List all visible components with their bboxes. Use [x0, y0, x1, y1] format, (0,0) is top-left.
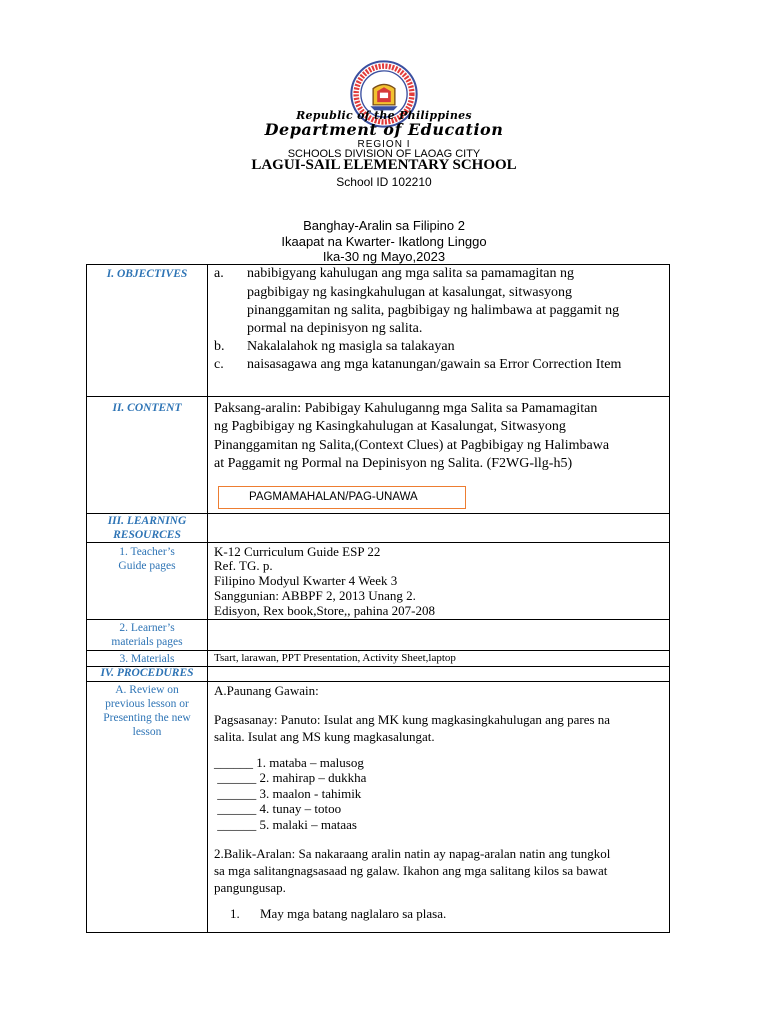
reference-line: Sanggunian: ABBPF 2, 2013 Unang 2.: [214, 588, 416, 603]
exercise-item: ______ 3. maalon - tahimik: [214, 786, 362, 801]
region-line: REGION I: [357, 139, 411, 150]
objectives-label: I. OBJECTIVES: [106, 268, 188, 280]
review-label: [88, 683, 206, 739]
objective-c-line: naisasagawa ang mga katanungan/gawain sa Error Correction Item: [247, 357, 622, 372]
content-line: Pinanggamitan ng Salita,(Context Clues) at Pagbibigay ng Halimbawa: [214, 438, 610, 453]
materials-label: 3. Materials: [119, 653, 175, 665]
objective-marker: a.: [214, 266, 224, 281]
objective-marker: c.: [214, 357, 224, 372]
sentence-number: 1.: [230, 906, 240, 921]
review-line: sa mga salitangnagsasaad ng galaw. Ikahon ang mga salitang kilos sa bawat: [214, 863, 608, 878]
school-name: LAGUI-SAIL ELEMENTARY SCHOOL: [251, 157, 517, 173]
review-label-line: Presenting the new: [103, 712, 191, 724]
content-line: Paksang-aralin: Pabibigay Kahuluganng mga Salita sa Pamamagitan: [214, 401, 598, 416]
instruction-line: Pagsasanay: Panuto: Isulat ang MK kung magkasingkahulugan ang pares na: [214, 712, 611, 727]
reference-line: Ref. TG. p.: [214, 558, 273, 573]
resources-label: [88, 514, 206, 542]
learner-materials-label: [88, 621, 206, 649]
reference-line: Filipino Modyul Kwarter 4 Week 3: [214, 573, 398, 588]
teacher-guide-label-line: 1. Teacher’s: [119, 546, 175, 558]
review-label-line: lesson: [132, 726, 162, 738]
exercise-item: ______ 1. mataba – malusog: [214, 755, 364, 770]
row-divider: [86, 542, 670, 543]
review-label-line: previous lesson or: [105, 698, 189, 710]
values-tag-box: PAGMAMAHALAN/PAG-UNAWA: [218, 486, 466, 509]
exercise-item: ______ 5. malaki – mataas: [214, 817, 357, 832]
row-divider: [86, 681, 670, 682]
col-divider: [669, 264, 670, 933]
materials-value: Tsart, larawan, PPT Presentation, Activity Sheet,laptop: [214, 652, 456, 664]
procedures-label: IV. PROCEDURES: [100, 667, 194, 679]
col-divider: [86, 264, 87, 933]
republic-line: Republic of the Philippines: [296, 109, 472, 122]
review-label-line: A. Review on: [115, 684, 179, 696]
resources-label-line: RESOURCES: [113, 529, 181, 541]
school-id: School ID 102210: [336, 175, 432, 189]
teacher-guide-label-line: Guide pages: [118, 560, 176, 572]
objective-a-line: pinanggamitan ng salita, pagbibigay ng halimbawa at paggamit ng: [247, 303, 620, 318]
exercise-item: ______ 4. tunay – totoo: [214, 801, 342, 816]
plan-date: Ika-30 ng Mayo,2023: [322, 249, 446, 264]
row-divider: [86, 396, 670, 397]
row-divider: [86, 619, 670, 620]
review-line: 2.Balik-Aralan: Sa nakaraang aralin natin ay napag-aralan natin ang tungkol: [214, 846, 611, 861]
review-line: pangungusap.: [214, 880, 286, 895]
reference-line: K-12 Curriculum Guide ESP 22: [214, 544, 381, 559]
objective-b-line: Nakalalahok ng masigla sa talakayan: [247, 339, 455, 354]
objective-marker: b.: [214, 339, 225, 354]
content-line: ng Pagbibigay ng Kasingkahulugan at Kasalungat, Sitwasyong: [214, 419, 566, 434]
teacher-guide-label: [88, 545, 206, 573]
sentence-text: May mga batang naglalaro sa plasa.: [260, 906, 447, 921]
resources-label-line: III. LEARNING: [107, 515, 187, 527]
division-line: SCHOOLS DIVISION OF LAOAG CITY: [287, 148, 481, 160]
content-line: at Paggamit ng Pormal na Depinisyon ng Salita. (F2WG-llg-h5): [214, 456, 573, 471]
content-label: II. CONTENT: [112, 402, 182, 414]
objective-a-line: pagbibigay ng kasingkahulugan at kasalungat, sitwasyong: [247, 285, 573, 300]
col-divider: [207, 264, 208, 933]
instruction-line: salita. Isulat ang MS kung magkasalungat.: [214, 729, 435, 744]
plan-quarter: Ikaapat na Kwarter- Ikatlong Linggo: [281, 234, 487, 249]
plan-title: Banghay-Aralin sa Filipino 2: [303, 218, 465, 233]
reference-line: Edisyon, Rex book,Store,, pahina 207-208: [214, 603, 435, 618]
activity-heading: A.Paunang Gawain:: [214, 683, 319, 698]
learner-materials-label-line: materials pages: [111, 636, 183, 648]
row-divider: [86, 264, 670, 265]
row-divider: [86, 932, 670, 933]
objective-a-line: nabibigyang kahulugan ang mga salita sa pamamagitan ng: [247, 266, 574, 281]
objective-a-line: pormal na depinisyon ng salita.: [247, 321, 423, 336]
department-title: Department of Education: [264, 120, 504, 139]
row-divider: [86, 650, 670, 651]
exercise-item: ______ 2. mahirap – dukkha: [214, 770, 367, 785]
learner-materials-label-line: 2. Learner’s: [119, 622, 175, 634]
